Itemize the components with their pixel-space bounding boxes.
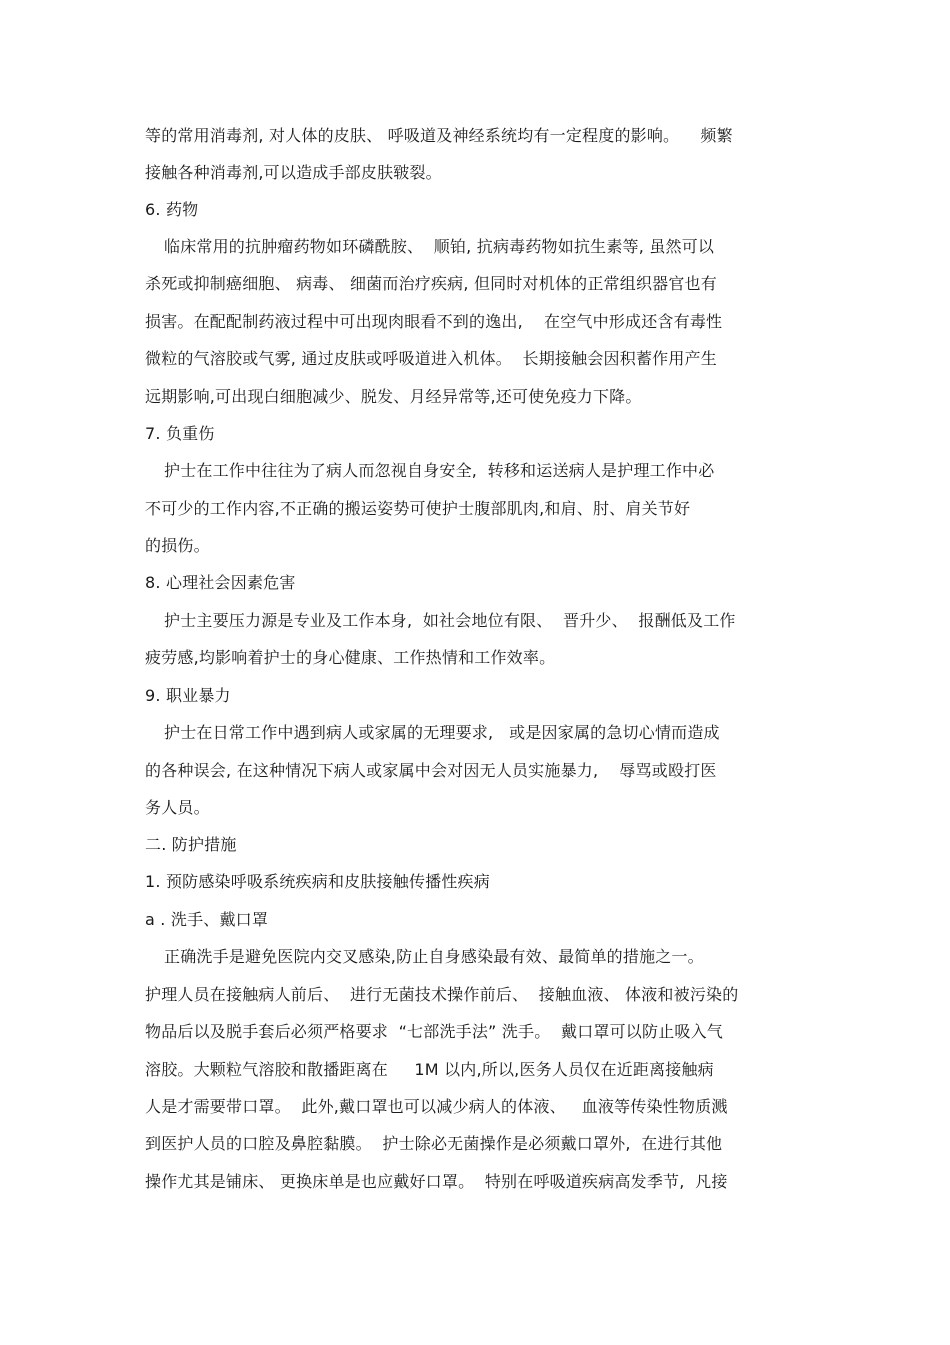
section-heading: 7. 负重伤	[145, 424, 215, 443]
text-line: 的损伤。	[145, 536, 210, 555]
section-heading: 6. 药物	[145, 200, 199, 219]
text-line: 等的常用消毒剂, 对人体的皮肤、 呼吸道及神经系统均有一定程度的影响。 频繁	[145, 126, 733, 145]
section-heading: 8. 心理社会因素危害	[145, 573, 296, 592]
text-line: 临床常用的抗肿瘤药物如环磷酰胺、 顺铂, 抗病毒药物如抗生素等, 虽然可以	[164, 237, 715, 256]
text-line: 物品后以及脱手套后必须严格要求 “七部洗手法” 洗手。 戴口罩可以防止吸入气	[145, 1022, 724, 1041]
text-line: 正确洗手是避免医院内交叉感染,防止自身感染最有效、最简单的措施之一。	[164, 947, 704, 966]
subsection-heading: a . 洗手、戴口罩	[145, 910, 269, 929]
text-line: 损害。在配配制药液过程中可出现肉眼看不到的逸出, 在空气中形成还含有毒性	[145, 312, 723, 331]
text-line: 操作尤其是铺床、 更换床单是也应戴好口罩。 特别在呼吸道疾病高发季节, 凡接	[145, 1172, 728, 1191]
text-line: 护士在日常工作中遇到病人或家属的无理要求, 或是因家属的急切心情而造成	[164, 723, 720, 742]
text-line: 护理人员在接触病人前后、 进行无菌技术操作前后、 接触血液、 体液和被污染的	[145, 985, 739, 1004]
text-line: 的各种误会, 在这种情况下病人或家属中会对因无人员实施暴力, 辱骂或殴打医	[145, 761, 717, 780]
text-line: 接触各种消毒剂,可以造成手部皮肤皲裂。	[145, 163, 442, 182]
text-line: 疲劳感,均影响着护士的身心健康、工作热情和工作效率。	[145, 648, 556, 667]
text-line: 微粒的气溶胶或气雾, 通过皮肤或呼吸道进入机体。 长期接触会因积蓄作用产生	[145, 349, 717, 368]
text-line: 不可少的工作内容,不正确的搬运姿势可使护士腹部肌肉,和肩、肘、肩关节好	[145, 499, 691, 518]
section-heading: 9. 职业暴力	[145, 686, 231, 705]
text-line: 人是才需要带口罩。 此外,戴口罩也可以减少病人的体液、 血液等传染性物质溅	[145, 1097, 728, 1116]
text-line: 溶胶。大颗粒气溶胶和散播距离在 1M 以内,所以,医务人员仅在近距离接触病	[145, 1060, 714, 1079]
text-line: 务人员。	[145, 798, 210, 817]
text-line: 护士在工作中往往为了病人而忽视自身安全, 转移和运送病人是护理工作中必	[164, 461, 715, 480]
text-line: 远期影响,可出现白细胞减少、脱发、月经异常等,还可使免疫力下降。	[145, 387, 642, 406]
text-line: 到医护人员的口腔及鼻腔黏膜。 护士除必无菌操作是必须戴口罩外, 在进行其他	[145, 1134, 723, 1153]
subsection-heading: 1. 预防感染呼吸系统疾病和皮肤接触传播性疾病	[145, 872, 490, 891]
text-line: 护士主要压力源是专业及工作本身, 如社会地位有限、 晋升少、 报酬低及工作	[164, 611, 736, 630]
text-line: 杀死或抑制癌细胞、 病毒、 细菌而治疗疾病, 但同时对机体的正常组织器官也有	[145, 274, 717, 293]
section-heading: 二. 防护措施	[145, 835, 237, 854]
